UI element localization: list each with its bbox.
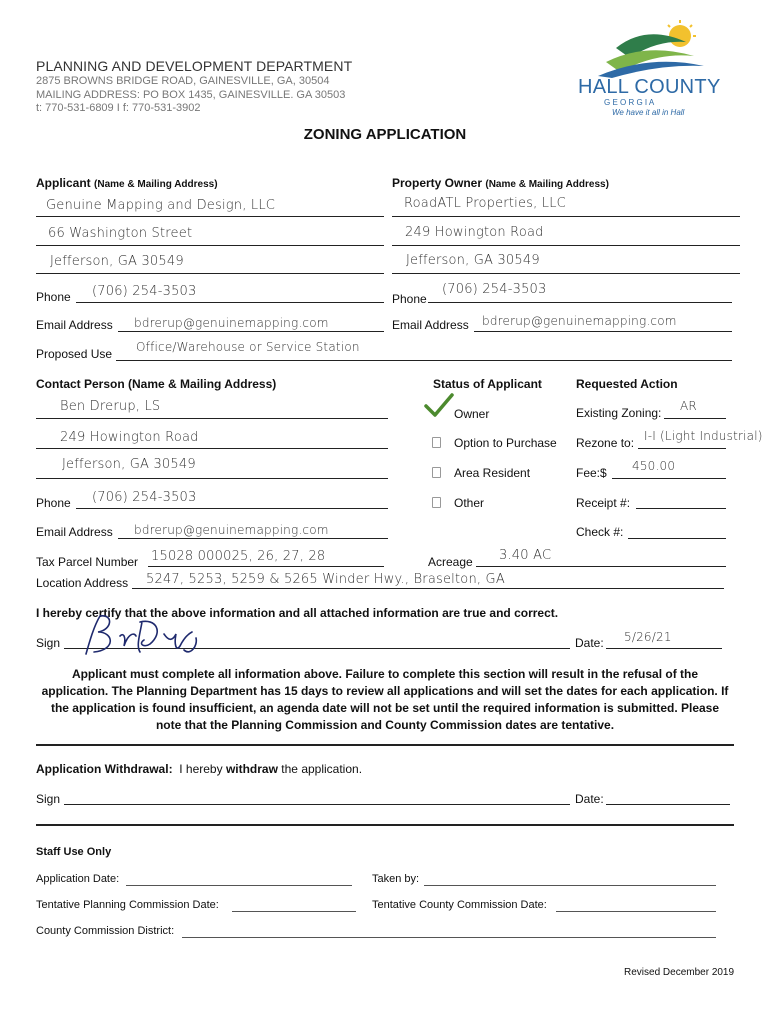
rezone-label: Rezone to: — [576, 436, 635, 450]
contact-line-2 — [36, 448, 388, 449]
taken-by-line[interactable] — [424, 885, 716, 886]
date-value[interactable]: 5/26/21 — [624, 630, 672, 644]
owner-name[interactable]: RoadATL Properties, LLC — [404, 196, 566, 211]
contact-email-line — [118, 538, 388, 539]
applicant-heading: Applicant (Name & Mailing Address) — [36, 176, 218, 190]
applicant-line-3 — [36, 273, 384, 274]
divider-2 — [36, 824, 734, 826]
logo-name: HALL COUNTY — [578, 76, 721, 98]
location-value[interactable]: 5247, 5253, 5259 & 5265 Winder Hwy., Braselton, GA — [146, 572, 505, 587]
date-label: Date: — [575, 636, 604, 650]
owner-heading: Property Owner (Name & Mailing Address) — [392, 176, 609, 190]
staff-heading: Staff Use Only — [36, 846, 112, 858]
existing-zoning-line — [664, 418, 726, 419]
owner-phone-line — [428, 302, 732, 303]
applicant-email[interactable]: bdrerup@genuinemapping.com — [134, 316, 329, 330]
sign-label: Sign — [36, 636, 61, 650]
check-label: Check #: — [576, 525, 624, 539]
check-line[interactable] — [628, 538, 726, 539]
revised-date: Revised December 2019 — [624, 967, 735, 978]
proposed-use-line — [116, 360, 732, 361]
receipt-line[interactable] — [636, 508, 726, 509]
status-option-label: Option to Purchase — [454, 436, 557, 450]
status-resident-label: Area Resident — [454, 466, 531, 480]
taken-by-label: Taken by: — [372, 873, 420, 885]
option-to-purchase-checkbox[interactable] — [432, 437, 441, 448]
applicant-email-line — [118, 331, 384, 332]
date-line — [606, 648, 722, 649]
fee-label: Fee:$ — [576, 466, 607, 480]
planning-date-line[interactable] — [232, 911, 356, 912]
status-heading: Status of Applicant — [433, 377, 542, 391]
owner-email-label: Email Address — [392, 318, 469, 332]
rezone-value[interactable]: I-I (Light Industrial) — [644, 429, 763, 443]
withdrawal-signature-line[interactable] — [64, 804, 570, 805]
form-title: ZONING APPLICATION — [303, 126, 467, 143]
tax-parcel-label: Tax Parcel Number — [36, 555, 139, 569]
applicant-phone-line — [76, 302, 384, 303]
owner-city[interactable]: Jefferson, GA 30549 — [406, 253, 540, 268]
applicant-city[interactable]: Jefferson, GA 30549 — [50, 254, 184, 269]
status-owner-label: Owner — [454, 407, 490, 421]
owner-line-2 — [392, 245, 740, 246]
owner-email[interactable]: bdrerup@genuinemapping.com — [482, 314, 677, 328]
acreage-label: Acreage — [428, 555, 473, 569]
applicant-phone-label: Phone — [36, 290, 71, 304]
contact-line-3 — [36, 478, 388, 479]
district-label: County Commission District: — [36, 925, 175, 937]
planning-date-label: Tentative Planning Commission Date: — [36, 899, 219, 911]
receipt-label: Receipt #: — [576, 496, 631, 510]
contact-email[interactable]: bdrerup@genuinemapping.com — [134, 523, 329, 537]
district-line[interactable] — [182, 937, 716, 938]
acreage-value[interactable]: 3.40 AC — [499, 548, 552, 563]
withdrawal-sign-label: Sign — [36, 792, 61, 806]
contact-name[interactable]: Ben Drerup, LS — [60, 399, 161, 414]
applicant-street[interactable]: 66 Washington Street — [48, 226, 193, 241]
owner-checkmark-icon[interactable] — [424, 393, 454, 419]
owner-email-line — [474, 331, 732, 332]
rezone-line — [638, 448, 726, 449]
contact-phone-label: Phone — [36, 496, 71, 510]
signature-icon — [80, 610, 210, 660]
notice-text: Applicant must complete all information above. Failure to complete this section will result in the refusal of the application. The Planning Department has 15 days to review all applications and will set the dates for each application. If the application is found insufficient, an agenda date will not be set until the required information is submitted. Please note that the Planning Commission and County Commission dates are tentative. — [41, 667, 729, 732]
department-name: PLANNING AND DEVELOPMENT DEPARTMENT — [36, 58, 353, 74]
applicant-line-2 — [36, 245, 384, 246]
mailing-address: MAILING ADDRESS: PO BOX 1435, GAINESVILLE. GA 30503 — [36, 89, 346, 101]
logo-graphic-icon — [576, 18, 726, 78]
phone-fax: t: 770-531-6809 I f: 770-531-3902 — [36, 102, 201, 114]
owner-line-1 — [392, 216, 740, 217]
location-line — [132, 588, 724, 589]
divider-1 — [36, 744, 734, 746]
contact-street[interactable]: 249 Howington Road — [60, 430, 199, 445]
county-date-line[interactable] — [556, 911, 716, 912]
applicant-phone[interactable]: (706) 254-3503 — [92, 284, 197, 299]
application-date-line[interactable] — [126, 885, 352, 886]
certification-statement: I hereby certify that the above information and all attached information are true and correct. — [36, 606, 559, 620]
logo-state: G E O R G I A — [604, 98, 655, 107]
existing-zoning-label: Existing Zoning: — [576, 406, 662, 420]
contact-email-label: Email Address — [36, 525, 113, 539]
tax-parcel-line — [148, 566, 384, 567]
contact-phone-line — [76, 508, 388, 509]
street-address: 2875 BROWNS BRIDGE ROAD, GAINESVILLE, GA, 30504 — [36, 75, 330, 87]
withdrawal-statement: Application Withdrawal: I hereby withdraw the application. — [36, 762, 363, 776]
tax-parcel-value[interactable]: 15028 000025, 26, 27, 28 — [151, 549, 326, 564]
acreage-line — [476, 566, 726, 567]
contact-phone[interactable]: (706) 254-3503 — [92, 490, 197, 505]
applicant-email-label: Email Address — [36, 318, 113, 332]
logo-tagline: We have it all in Hall — [612, 108, 685, 117]
area-resident-checkbox[interactable] — [432, 467, 441, 478]
other-checkbox[interactable] — [432, 497, 441, 508]
contact-heading: Contact Person (Name & Mailing Address) — [36, 377, 277, 391]
owner-street[interactable]: 249 Howington Road — [405, 225, 544, 240]
status-other-label: Other — [454, 496, 485, 510]
proposed-use-value[interactable]: Office/Warehouse or Service Station — [136, 340, 360, 354]
location-label: Location Address — [36, 576, 129, 590]
existing-zoning-value[interactable]: AR — [680, 399, 697, 413]
applicant-line-1 — [36, 216, 384, 217]
hall-county-logo — [576, 18, 726, 122]
contact-city[interactable]: Jefferson, GA 30549 — [62, 457, 196, 472]
owner-phone-label: Phone — [392, 292, 427, 306]
owner-line-3 — [392, 273, 740, 274]
requested-action-heading: Requested Action — [576, 377, 678, 391]
fee-value[interactable]: 450.00 — [632, 459, 676, 473]
withdrawal-date-line[interactable] — [606, 804, 730, 805]
proposed-use-label: Proposed Use — [36, 347, 113, 361]
owner-phone[interactable]: (706) 254-3503 — [442, 282, 547, 297]
applicant-name[interactable]: Genuine Mapping and Design, LLC — [46, 198, 276, 213]
withdrawal-date-label: Date: — [575, 792, 604, 806]
county-date-label: Tentative County Commission Date: — [372, 899, 547, 911]
application-date-label: Application Date: — [36, 873, 120, 885]
contact-line-1 — [36, 418, 388, 419]
fee-line — [612, 478, 726, 479]
